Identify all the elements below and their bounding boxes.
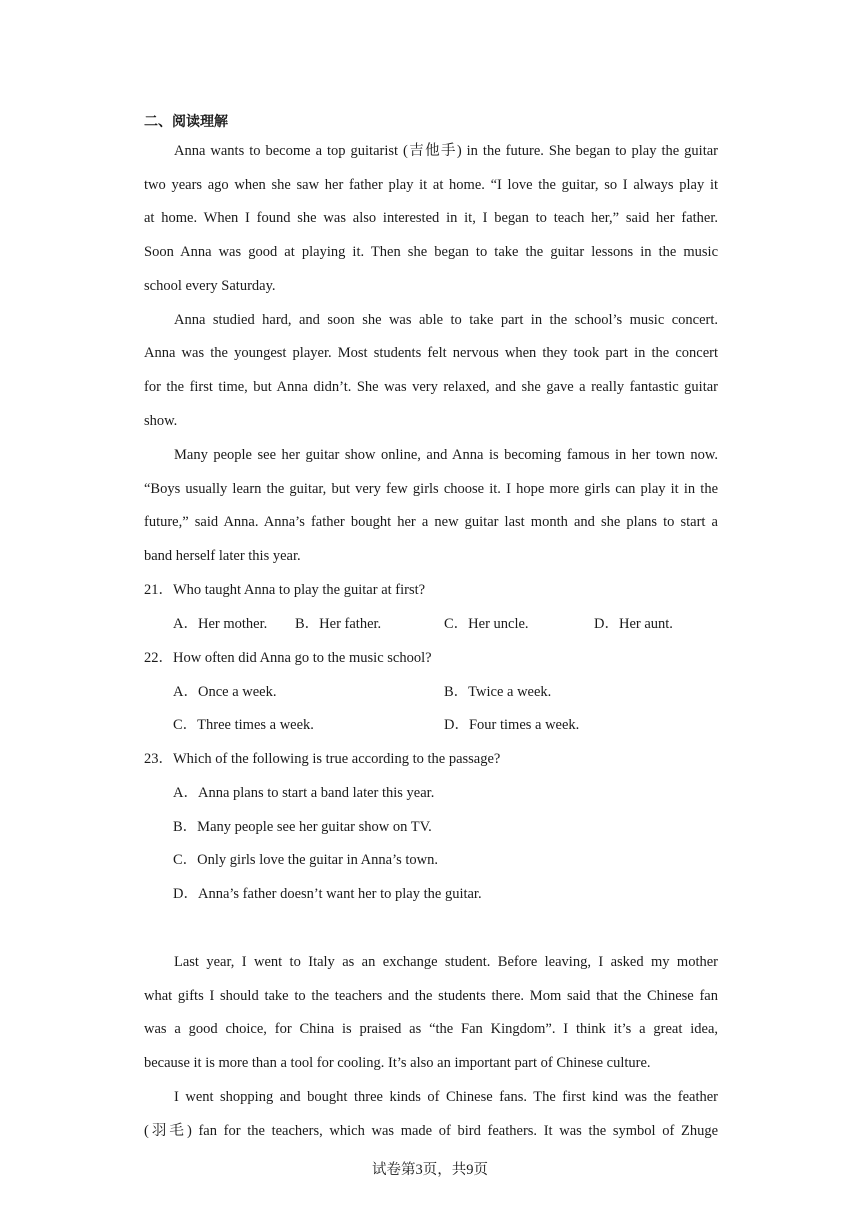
- option-a[interactable]: A．Once a week.: [173, 684, 277, 700]
- option-d[interactable]: D．Four times a week.: [444, 717, 580, 733]
- passage-line: for the first time, but Anna didn’t. She was very relaxed, and she gave a really fantastic guitar: [144, 379, 718, 395]
- passage-line: Anna studied hard, and soon she was able to take part in the school’s music concert.: [174, 312, 718, 328]
- option-a[interactable]: A．Her mother.: [173, 616, 268, 632]
- option-d[interactable]: D．Her aunt.: [594, 616, 673, 632]
- passage-line: Last year, I went to Italy as an exchange student. Before leaving, I asked my mother: [174, 954, 718, 970]
- option-c[interactable]: C．Only girls love the guitar in Anna’s town.: [173, 852, 439, 868]
- passage-line: I went shopping and bought three kinds of Chinese fans. The first kind was the feather: [174, 1089, 718, 1105]
- passage-line: show.: [144, 413, 178, 429]
- question-stem: 21．Who taught Anna to play the guitar at first?: [144, 582, 426, 598]
- passage-line: (羽毛) fan for the teachers, which was made of bird feathers. It was the symbol of Zhuge: [144, 1123, 718, 1139]
- page-footer: 试卷第3页，共9页: [372, 1162, 488, 1178]
- passage-line: was a good choice, for China is praised as “the Fan Kingdom”. I think it’s a great idea,: [144, 1021, 718, 1037]
- passage-line: Anna was the youngest player. Most students felt nervous when they took part in the concert: [144, 345, 718, 361]
- option-d[interactable]: D．Anna’s father doesn’t want her to play the guitar.: [173, 886, 482, 902]
- passage-line: Anna wants to become a top guitarist (吉他手) in the future. She began to play the guitar: [174, 143, 718, 159]
- passage-line: Soon Anna was good at playing it. Then she began to take the guitar lessons in the music: [144, 244, 718, 260]
- option-a[interactable]: A．Anna plans to start a band later this year.: [173, 785, 435, 801]
- option-c[interactable]: C．Three times a week.: [173, 717, 314, 733]
- question-stem: 23．Which of the following is true according to the passage?: [144, 751, 501, 767]
- passage-line: what gifts I should take to the teachers and the students there. Mom said that the Chinese fan: [144, 988, 718, 1004]
- passage-line: school every Saturday.: [144, 278, 276, 294]
- question-stem: 22．How often did Anna go to the music school?: [144, 650, 432, 666]
- passage-line: future,” said Anna. Anna’s father bought her a new guitar last month and she plans to start a: [144, 514, 718, 530]
- passage-line: Many people see her guitar show online, and Anna is becoming famous in her town now.: [174, 447, 718, 463]
- passage-line: because it is more than a tool for cooling. It’s also an important part of Chinese culture.: [144, 1055, 651, 1071]
- passage-line: band herself later this year.: [144, 548, 301, 564]
- option-b[interactable]: B．Many people see her guitar show on TV.: [173, 819, 432, 835]
- option-b[interactable]: B．Her father.: [295, 616, 382, 632]
- passage-line: “Boys usually learn the guitar, but very few girls choose it. I hope more girls can play it in the: [144, 481, 718, 497]
- section-title: 二、阅读理解: [144, 114, 228, 130]
- passage-line: two years ago when she saw her father play it at home. “I love the guitar, so I always play it: [144, 177, 718, 193]
- option-c[interactable]: C．Her uncle.: [444, 616, 529, 632]
- option-b[interactable]: B．Twice a week.: [444, 684, 552, 700]
- passage-line: at home. When I found she was also interested in it, I began to teach her,” said her father.: [144, 210, 718, 226]
